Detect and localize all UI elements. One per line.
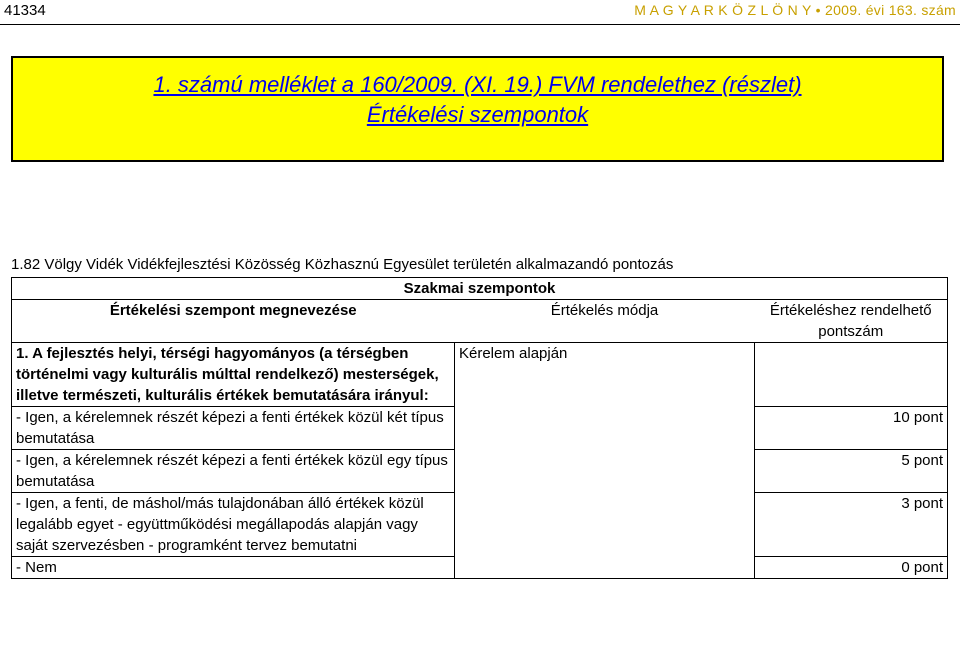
table-caption: 1.82 Völgy Vidék Vidékfejlesztési Közösség Közhasznú Egyesület területén alkalmazandó pontozás (11, 256, 674, 273)
scoring-table (11, 277, 948, 579)
option-points: 0 pont (755, 557, 948, 579)
criterion-points (755, 343, 948, 407)
option-points: 5 pont (755, 450, 948, 493)
header-row (12, 300, 948, 343)
header-publication: M A G Y A R K Ö Z L Ö N Y • 2009. évi 163. szám (634, 2, 956, 18)
option-points: 3 pont (755, 493, 948, 557)
option-points: 10 pont (755, 407, 948, 450)
section-row (12, 278, 948, 300)
header-rule (0, 24, 960, 25)
evaluation-method: Kérelem alapján (455, 343, 755, 579)
criterion-title: 1. A fejlesztés helyi, térségi hagyományos (a térségben történelmi vagy kulturális múlttal rendelkező) mesterségek, illetve természeti, kulturális értékek bemutatására irányul: (12, 343, 455, 407)
title-box (11, 56, 944, 162)
criterion-row (12, 343, 948, 407)
header-page-number: 41334 (4, 2, 46, 19)
col-header-method: Értékelés módja (455, 300, 755, 343)
title-line-2: Értékelési szempontok (366, 102, 589, 127)
section-title: Szakmai szempontok (12, 278, 948, 300)
col-header-points: Értékeléshez rendelhető pontszám (755, 300, 948, 343)
option-text: - Igen, a fenti, de máshol/más tulajdonában álló értékek közül legalább egyet - együttműködési megállapodás alapján vagy saját szervezésben - programként tervez bemutatni (12, 493, 455, 557)
option-text: - Igen, a kérelemnek részét képezi a fenti értékek közül egy típus bemutatása (12, 450, 455, 493)
option-text: - Nem (12, 557, 455, 579)
option-text: - Igen, a kérelemnek részét képezi a fenti értékek közül két típus bemutatása (12, 407, 455, 450)
col-header-criterion: Értékelési szempont megnevezése (12, 300, 455, 343)
title-line-1: 1. számú melléklet a 160/2009. (XI. 19.) FVM rendelethez (részlet) (153, 72, 802, 97)
